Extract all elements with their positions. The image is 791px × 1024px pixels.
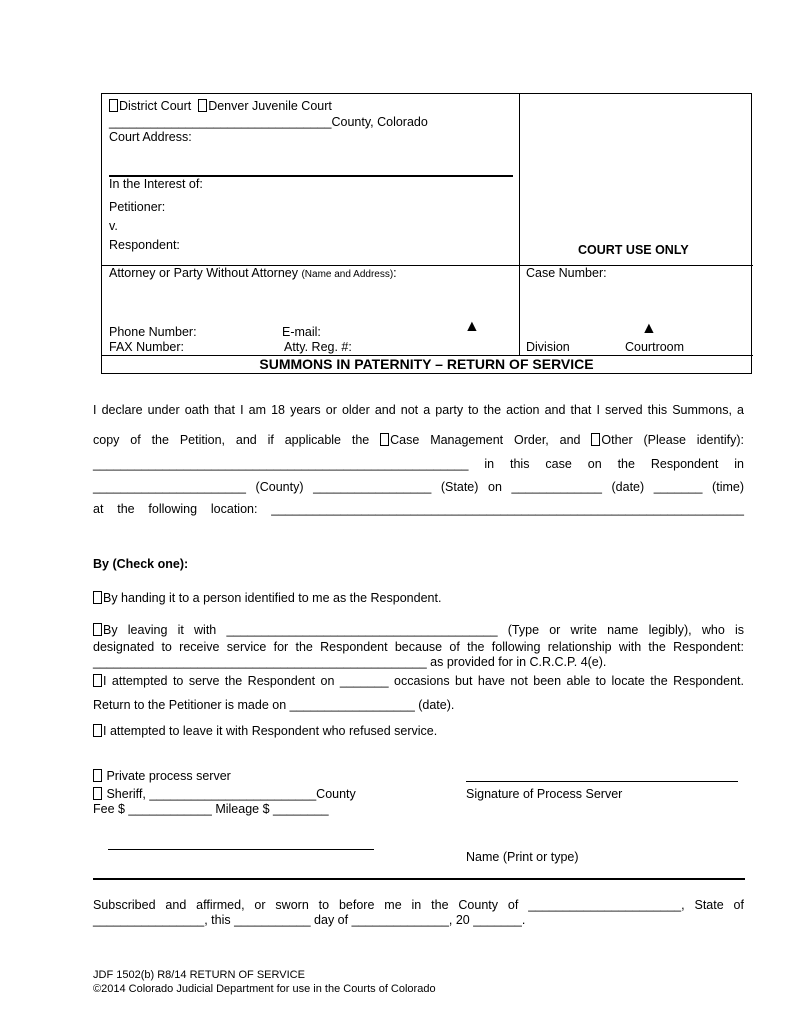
court-address-label: Court Address: — [109, 130, 192, 144]
subscribed-line-2[interactable]: ________________, this ___________ day of ______________, 20 _______. — [93, 913, 526, 927]
section-divider — [93, 878, 745, 880]
declaration-line-2a: copy of the Petition, and if applicable the — [93, 433, 381, 447]
case-management-label: Case Management Order, and — [390, 433, 592, 447]
fee-mileage-row[interactable]: Fee $ ____________ Mileage $ ________ — [93, 802, 329, 816]
sheriff-checkbox[interactable] — [93, 787, 102, 800]
attorney-label-colon: : — [393, 266, 397, 280]
private-server-row — [93, 769, 231, 783]
other-label: Other (Please identify): — [601, 433, 745, 447]
caption-divider-vertical — [519, 94, 520, 355]
arrow-up-icon: ▲ — [641, 320, 657, 337]
option-leave-with — [93, 623, 744, 637]
sheriff-row — [93, 787, 356, 801]
versus-label: v. — [109, 219, 118, 233]
attorney-label-small: (Name and Address) — [301, 269, 394, 280]
division-label: Division — [526, 340, 570, 354]
in-interest-label: In the Interest of: — [109, 177, 203, 191]
county-line[interactable]: ________________________________County, Colorado — [109, 115, 428, 129]
name-label: Name (Print or type) — [466, 850, 579, 864]
signature-label: Signature of Process Server — [466, 787, 623, 801]
private-server-label: Private process server — [103, 769, 231, 783]
sheriff-label[interactable]: Sheriff, ________________________County — [103, 787, 356, 801]
attorney-label-text: Attorney or Party Without Attorney — [109, 266, 302, 280]
court-use-only-label: COURT USE ONLY — [578, 243, 689, 257]
copyright: ©2014 Colorado Judicial Department for use in the Courts of Colorado — [93, 983, 436, 995]
declaration-line-3[interactable]: ______________________________________________________ in this case on the Respondent in — [93, 457, 744, 471]
arrow-up-icon: ▲ — [464, 318, 480, 335]
signature-line[interactable] — [466, 781, 738, 782]
form-id: JDF 1502(b) R8/14 RETURN OF SERVICE — [93, 969, 305, 981]
refused-label: I attempted to leave it with Respondent who refused service. — [103, 724, 438, 738]
case-number-label: Case Number: — [526, 266, 607, 280]
leave-with-line-3[interactable]: ________________________________________________ as provided for in C.R.C.P. 4(e). — [93, 655, 607, 669]
atty-reg-label: Atty. Reg. #: — [284, 340, 352, 354]
court-type-row — [109, 99, 332, 113]
private-server-checkbox[interactable] — [93, 769, 102, 782]
district-court-checkbox[interactable] — [109, 99, 118, 112]
case-management-checkbox[interactable] — [380, 433, 389, 446]
respondent-label: Respondent: — [109, 238, 180, 252]
declaration-line-4[interactable]: ______________________ (County) _________________ (State) on _____________ (date) _______ (time) — [93, 480, 744, 494]
phone-label: Phone Number: — [109, 325, 197, 339]
location-line[interactable]: at the following location: ____________________________________________________________________ — [93, 502, 744, 516]
document-title: SUMMONS IN PATERNITY – RETURN OF SERVICE — [259, 356, 594, 372]
name-line[interactable] — [108, 849, 374, 850]
refused-checkbox[interactable] — [93, 724, 102, 737]
attempted-serve-label[interactable]: I attempted to serve the Respondent on _______ occasions but have not been able to locate the Respondent. — [103, 674, 744, 688]
denver-juvenile-court-checkbox[interactable] — [198, 99, 207, 112]
option-hand-deliver — [93, 591, 441, 605]
subscribed-line-1[interactable]: Subscribed and affirmed, or sworn to before me in the County of ______________________, State of — [93, 898, 744, 912]
option-attempted-serve — [93, 674, 744, 688]
leave-with-line-2: designated to receive service for the Respondent because of the following relationship with the Respondent: — [93, 640, 744, 654]
attorney-label — [109, 266, 397, 280]
district-court-label: District Court — [119, 99, 192, 113]
email-label: E-mail: — [282, 325, 321, 339]
leave-with-line-1[interactable]: By leaving it with _______________________________________ (Type or write name legibly), who is — [103, 623, 744, 637]
other-checkbox[interactable] — [591, 433, 600, 446]
petitioner-label: Petitioner: — [109, 200, 166, 214]
hand-deliver-checkbox[interactable] — [93, 591, 102, 604]
declaration-line-2 — [93, 433, 744, 447]
attempted-serve-checkbox[interactable] — [93, 674, 102, 687]
return-to-petitioner[interactable]: Return to the Petitioner is made on __________________ (date). — [93, 698, 455, 712]
denver-juvenile-court-label: Denver Juvenile Court — [208, 99, 332, 113]
leave-with-checkbox[interactable] — [93, 623, 102, 636]
courtroom-label: Courtroom — [625, 340, 685, 354]
declaration-line-1: I declare under oath that I am 18 years or older and not a party to the action and that I served this Summons, a — [93, 403, 744, 417]
fax-label: FAX Number: — [109, 340, 185, 354]
option-refused — [93, 724, 437, 738]
check-one-heading: By (Check one): — [93, 557, 189, 571]
hand-deliver-label: By handing it to a person identified to me as the Respondent. — [103, 591, 442, 605]
caption-box — [101, 93, 752, 374]
